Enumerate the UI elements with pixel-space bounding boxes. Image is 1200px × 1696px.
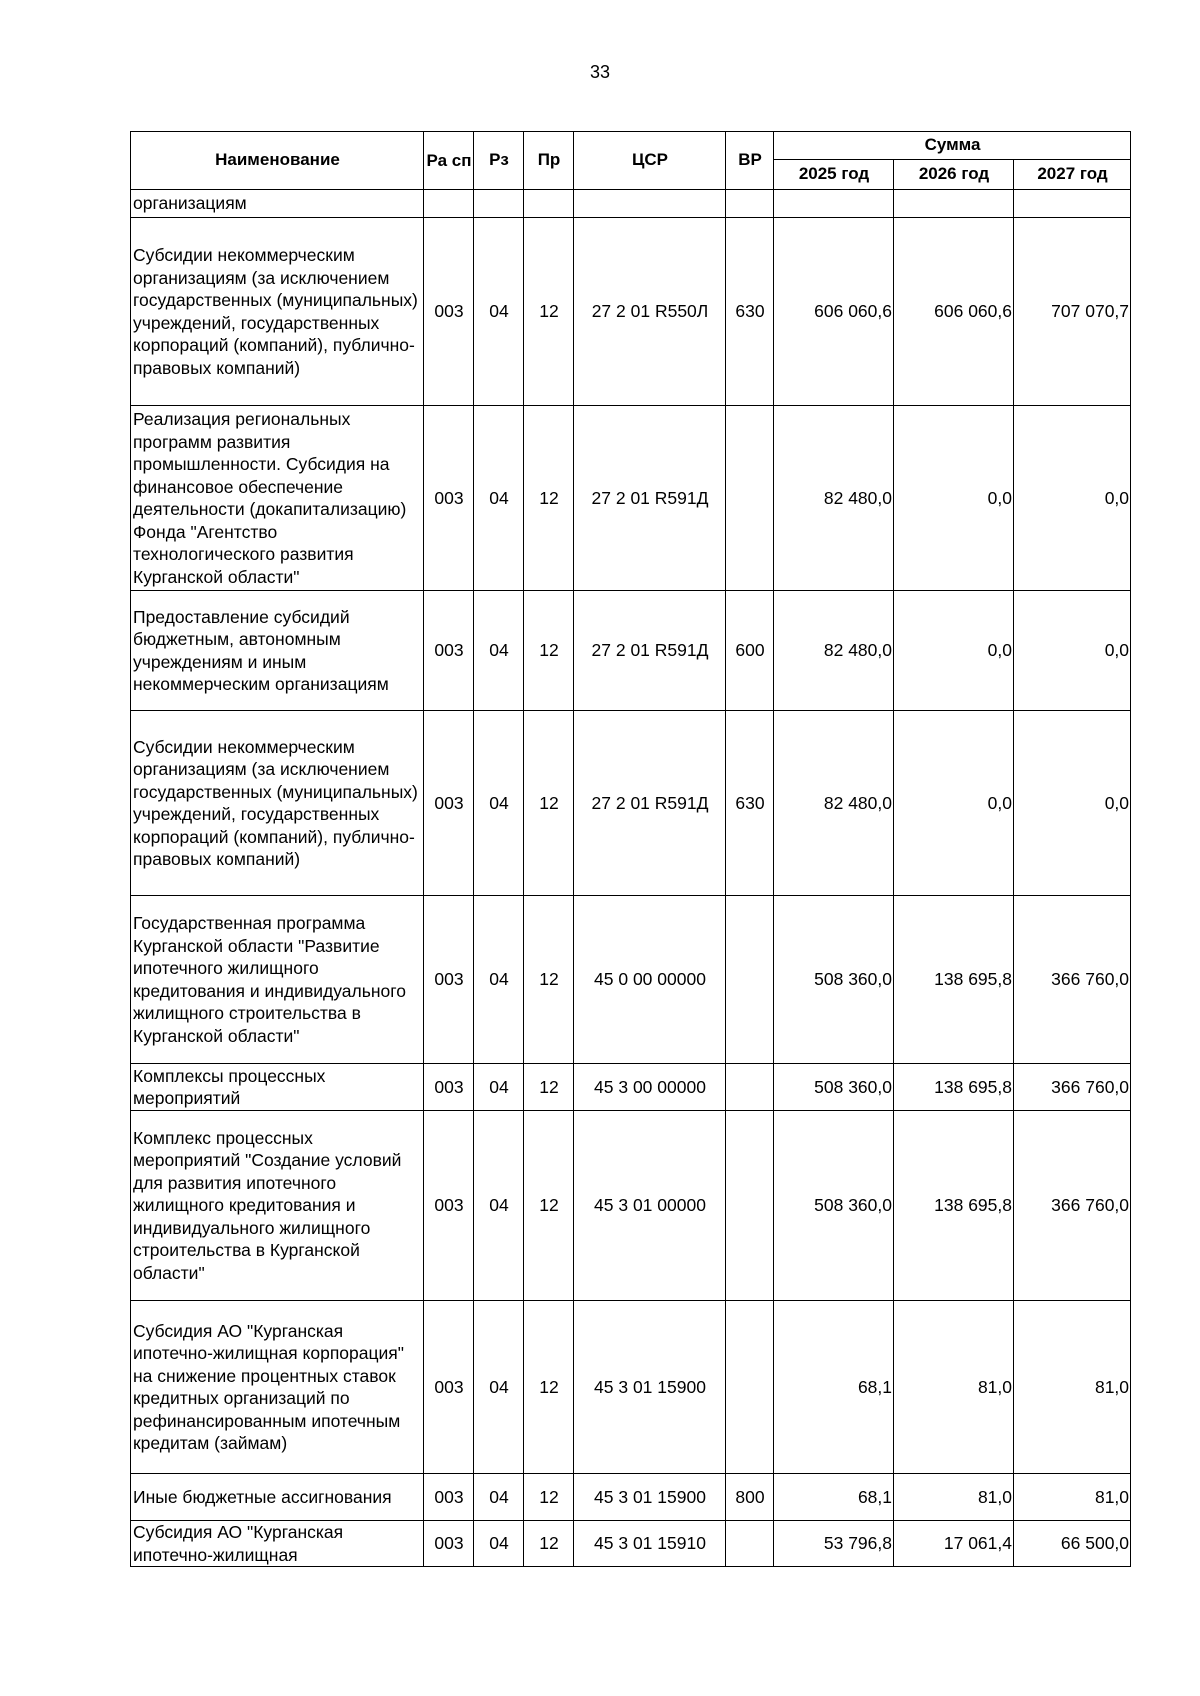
row-pr [524,190,574,218]
row-rz: 04 [474,1474,524,1521]
row-rz: 04 [474,591,524,711]
row-csr: 45 3 00 00000 [574,1064,726,1111]
row-name: Субсидия АО "Курганская ипотечно-жилищная [131,1521,424,1567]
row-amount-2025: 508 360,0 [774,1111,894,1301]
row-vr [726,1064,774,1111]
row-amount-2026: 138 695,8 [894,1064,1014,1111]
row-pr: 12 [524,1521,574,1567]
row-vr [726,1521,774,1567]
row-pr: 12 [524,711,574,896]
row-amount-2025: 508 360,0 [774,896,894,1064]
row-csr: 45 3 01 00000 [574,1111,726,1301]
row-amount-2026: 0,0 [894,406,1014,591]
row-amount-2026: 138 695,8 [894,896,1014,1064]
budget-table [130,131,1131,1567]
row-rz: 04 [474,1064,524,1111]
row-amount-2026: 138 695,8 [894,1111,1014,1301]
row-csr: 45 3 01 15910 [574,1521,726,1567]
row-csr: 27 2 01 R591Д [574,711,726,896]
row-csr: 45 0 00 00000 [574,896,726,1064]
row-vr [726,1111,774,1301]
row-vr [726,896,774,1064]
row-rasp: 003 [424,218,474,406]
header-year-2026: 2026 год [894,160,1014,190]
table-row [131,1111,1131,1301]
row-amount-2027: 0,0 [1014,591,1131,711]
row-amount-2025: 68,1 [774,1474,894,1521]
row-rasp: 003 [424,1474,474,1521]
table-body [131,190,1131,1567]
row-pr: 12 [524,896,574,1064]
row-amount-2025: 53 796,8 [774,1521,894,1567]
row-amount-2026: 81,0 [894,1301,1014,1474]
row-amount-2027: 707 070,7 [1014,218,1131,406]
row-amount-2025 [774,190,894,218]
row-amount-2025: 606 060,6 [774,218,894,406]
row-vr: 630 [726,218,774,406]
row-rz: 04 [474,406,524,591]
table-row [131,1474,1131,1521]
header-rasp: Ра сп [424,132,474,190]
row-amount-2025: 82 480,0 [774,406,894,591]
row-name: Комплекс процессных мероприятий "Создание условий для развития ипотечного жилищного кредитования и индивидуального жилищного строительства в Курганской области" [131,1111,424,1301]
row-rasp: 003 [424,1064,474,1111]
row-amount-2026: 17 061,4 [894,1521,1014,1567]
row-name: Иные бюджетные ассигнования [131,1474,424,1521]
row-pr: 12 [524,1474,574,1521]
row-amount-2025: 82 480,0 [774,711,894,896]
header-vr: ВР [726,132,774,190]
header-name: Наименование [131,132,424,190]
row-amount-2025: 68,1 [774,1301,894,1474]
row-csr: 45 3 01 15900 [574,1301,726,1474]
row-csr [574,190,726,218]
row-amount-2025: 82 480,0 [774,591,894,711]
table-row [131,1064,1131,1111]
row-name: Предоставление субсидий бюджетным, автономным учреждениям и иным некоммерческим организациям [131,591,424,711]
row-amount-2025: 508 360,0 [774,1064,894,1111]
row-amount-2026 [894,190,1014,218]
row-rasp [424,190,474,218]
table-row [131,591,1131,711]
row-rz: 04 [474,218,524,406]
row-vr: 630 [726,711,774,896]
row-rz: 04 [474,711,524,896]
row-rasp: 003 [424,711,474,896]
row-pr: 12 [524,1301,574,1474]
row-amount-2027: 0,0 [1014,711,1131,896]
row-name: Государственная программа Курганской области "Развитие ипотечного жилищного кредитования и индивидуального жилищного строительства в Курганской области" [131,896,424,1064]
page-number: 33 [589,62,611,82]
row-rz: 04 [474,1111,524,1301]
row-amount-2027 [1014,190,1131,218]
header-csr: ЦСР [574,132,726,190]
row-name: Субсидии некоммерческим организациям (за исключением государственных (муниципальных) учреждений, государственных корпораций (компаний), публично-правовых компаний) [131,218,424,406]
table-row [131,896,1131,1064]
row-rz: 04 [474,1521,524,1567]
row-pr: 12 [524,1064,574,1111]
row-pr: 12 [524,218,574,406]
row-amount-2027: 66 500,0 [1014,1521,1131,1567]
row-name: Субсидии некоммерческим организациям (за исключением государственных (муниципальных) учреждений, государственных корпораций (компаний), публично-правовых компаний) [131,711,424,896]
row-pr: 12 [524,1111,574,1301]
table-row [131,218,1131,406]
header-sum: Сумма [774,132,1131,160]
row-amount-2027: 0,0 [1014,406,1131,591]
row-name: Реализация региональных программ развития промышленности. Субсидия на финансовое обеспечение деятельности (докапитализацию) Фонда "Агентство технологического развития Курганской области" [131,406,424,591]
row-vr: 600 [726,591,774,711]
row-csr: 27 2 01 R550Л [574,218,726,406]
row-rasp: 003 [424,591,474,711]
row-rz [474,190,524,218]
header-pr: Пр [524,132,574,190]
row-name: организациям [131,190,424,218]
table-row [131,711,1131,896]
row-pr: 12 [524,591,574,711]
row-amount-2027: 81,0 [1014,1301,1131,1474]
row-amount-2027: 81,0 [1014,1474,1131,1521]
row-amount-2026: 0,0 [894,711,1014,896]
row-amount-2026: 0,0 [894,591,1014,711]
row-csr: 27 2 01 R591Д [574,406,726,591]
row-rz: 04 [474,1301,524,1474]
row-amount-2026: 606 060,6 [894,218,1014,406]
row-vr [726,1301,774,1474]
row-csr: 27 2 01 R591Д [574,591,726,711]
row-vr [726,406,774,591]
row-csr: 45 3 01 15900 [574,1474,726,1521]
row-amount-2027: 366 760,0 [1014,896,1131,1064]
row-pr: 12 [524,406,574,591]
row-name: Субсидия АО "Курганская ипотечно-жилищная корпорация" на снижение процентных ставок кредитных организаций по рефинансированным ипотечным кредитам (займам) [131,1301,424,1474]
row-rasp: 003 [424,1301,474,1474]
header-year-2027: 2027 год [1014,160,1131,190]
header-rz: Рз [474,132,524,190]
row-amount-2027: 366 760,0 [1014,1064,1131,1111]
row-vr [726,190,774,218]
row-rasp: 003 [424,896,474,1064]
row-vr: 800 [726,1474,774,1521]
row-rasp: 003 [424,1521,474,1567]
row-rasp: 003 [424,1111,474,1301]
row-rz: 04 [474,896,524,1064]
table-row [131,406,1131,591]
row-amount-2027: 366 760,0 [1014,1111,1131,1301]
header-year-2025: 2025 год [774,160,894,190]
row-name: Комплексы процессных мероприятий [131,1064,424,1111]
table-row [131,190,1131,218]
row-amount-2026: 81,0 [894,1474,1014,1521]
table-row [131,1521,1131,1567]
table-row [131,1301,1131,1474]
row-rasp: 003 [424,406,474,591]
